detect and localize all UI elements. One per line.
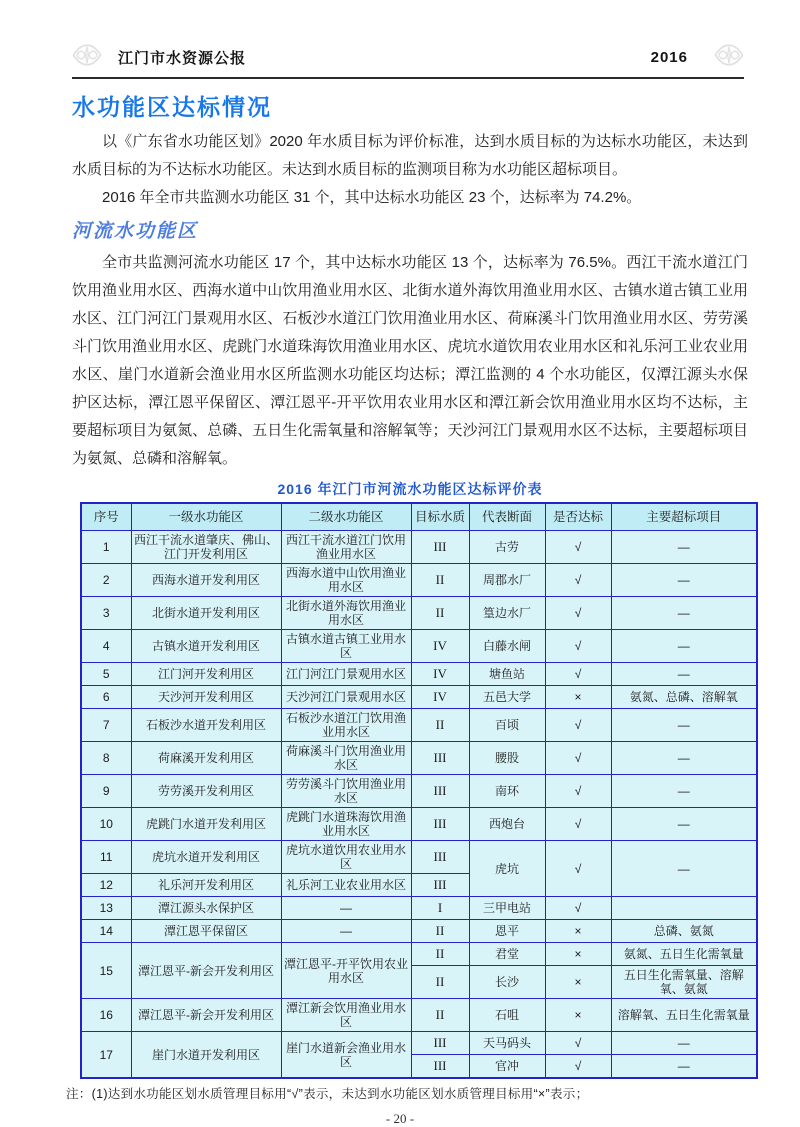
table-cell: 石板沙水道开发利用区 xyxy=(131,709,281,742)
header-rule xyxy=(72,77,744,79)
table-cell: 10 xyxy=(81,808,131,841)
paragraph-river-zones-detail: 全市共监测河流水功能区 17 个，其中达标水功能区 13 个，达标率为 76.5%。西江干流水道江门饮用渔业用水区、西海水道中山饮用渔业用水区、北街水道外海饮用渔业用水区、古镇水道古镇工业用水区、江门河江门景观用水区、石板沙水道江门饮用渔业用水区、荷麻溪斗门饮用渔业用水区、劳劳溪斗门饮用渔业用水区、虎跳门水道珠海饮用渔业用水区、虎坑水道饮用农业用水区和礼乐河工业农业用水区、崖门水道新会渔业用水区所监测水功能区均达标；潭江监测的 4 个水功能区，仅潭江源头水保护区达标，潭江恩平保留区、潭江恩平-开平饮用农业用水区和潭江新会饮用渔业用水区均不达标，主要超标项目为氨氮、总磷、五日生化需氧量和溶解氧等；天沙河江门景观用水区不达标，主要超标项目为氨氮、总磷和溶解氧。 xyxy=(72,254,748,467)
table-cell: III xyxy=(411,742,469,775)
table-cell: √ xyxy=(545,564,611,597)
table-cell: 11 xyxy=(81,841,131,874)
table-row xyxy=(81,943,757,966)
table-cell: 潭江源头水保护区 xyxy=(131,897,281,920)
table-cell: √ xyxy=(545,663,611,686)
table-cell: II xyxy=(411,709,469,742)
table-cell: 虎坑 xyxy=(469,841,545,897)
table-row xyxy=(81,999,757,1032)
table-cell: 古镇水道开发利用区 xyxy=(131,630,281,663)
table-cell: 劳劳溪开发利用区 xyxy=(131,775,281,808)
bulletin-page xyxy=(0,42,800,1126)
table-cell: 西江干流水道肇庆、佛山、江门开发利用区 xyxy=(131,531,281,564)
table-cell: √ xyxy=(545,1055,611,1079)
table-cell: 礼乐河开发利用区 xyxy=(131,874,281,897)
table-row xyxy=(81,808,757,841)
table-note: 注：(1)达到水功能区划水质管理目标用“√”表示，未达到水功能区划水质管理目标用“×”表示； xyxy=(66,1087,589,1101)
table-cell: √ xyxy=(545,531,611,564)
table-cell: 虎坑水道饮用农业用水区 xyxy=(281,841,411,874)
table-cell: 周郡水厂 xyxy=(469,564,545,597)
section-heading-river-zones: 河流水功能区 xyxy=(72,221,199,242)
table-cell: IV xyxy=(411,663,469,686)
table-cell: 3 xyxy=(81,597,131,630)
bulletin-logo-watermark xyxy=(714,42,744,73)
table-cell: 5 xyxy=(81,663,131,686)
table-cell: 1 xyxy=(81,531,131,564)
table-cell: 三甲电站 xyxy=(469,897,545,920)
table-row xyxy=(81,897,757,920)
table-cell: II xyxy=(411,966,469,999)
table-row xyxy=(81,920,757,943)
table-cell: — xyxy=(611,808,757,841)
table-cell: — xyxy=(611,742,757,775)
table-cell: II xyxy=(411,920,469,943)
table-cell: — xyxy=(611,663,757,686)
table-cell: 15 xyxy=(81,943,131,999)
table-cell: 氨氮、五日生化需氧量 xyxy=(611,943,757,966)
table-cell: × xyxy=(545,920,611,943)
table-cell: 腰股 xyxy=(469,742,545,775)
bulletin-title: 江门市水资源公报 xyxy=(118,49,247,67)
page-title: 水功能区达标情况 xyxy=(72,94,272,120)
table-cell: √ xyxy=(545,808,611,841)
table-cell: 潭江新会饮用渔业用水区 xyxy=(281,999,411,1032)
table-cell: 17 xyxy=(81,1032,131,1079)
table-cell: — xyxy=(611,841,757,897)
table-cell: II xyxy=(411,564,469,597)
table-cell: 4 xyxy=(81,630,131,663)
table-cell: 7 xyxy=(81,709,131,742)
table-cell: 虎跳门水道开发利用区 xyxy=(131,808,281,841)
table-body xyxy=(81,531,757,1079)
table-row xyxy=(81,1032,757,1055)
table-cell: × xyxy=(545,943,611,966)
table-header-cell: 序号 xyxy=(81,503,131,531)
paragraph-overall-result: 2016 年全市共监测水功能区 31 个，其中达标水功能区 23 个，达标率为 74.2%。 xyxy=(102,189,642,206)
table-cell: 江门河开发利用区 xyxy=(131,663,281,686)
table-cell: 崖门水道开发利用区 xyxy=(131,1032,281,1079)
table-header-cell: 二级水功能区 xyxy=(281,503,411,531)
table-cell: √ xyxy=(545,775,611,808)
table-cell: 恩平 xyxy=(469,920,545,943)
table-cell: 荷麻溪斗门饮用渔业用水区 xyxy=(281,742,411,775)
table-cell: II xyxy=(411,597,469,630)
table-cell: 西海水道开发利用区 xyxy=(131,564,281,597)
table-cell: III xyxy=(411,1055,469,1079)
table-cell: × xyxy=(545,999,611,1032)
table-header-cell: 代表断面 xyxy=(469,503,545,531)
table-cell: 崖门水道新会渔业用水区 xyxy=(281,1032,411,1079)
table-cell: — xyxy=(611,1055,757,1079)
table-cell: 石板沙水道江门饮用渔业用水区 xyxy=(281,709,411,742)
table-header-cell: 是否达标 xyxy=(545,503,611,531)
table-cell: 潭江恩平保留区 xyxy=(131,920,281,943)
table-cell: — xyxy=(281,920,411,943)
table-cell: III xyxy=(411,808,469,841)
table-cell: 潭江恩平-新会开发利用区 xyxy=(131,999,281,1032)
table-cell: 古镇水道古镇工业用水区 xyxy=(281,630,411,663)
table-row xyxy=(81,709,757,742)
table-cell: III xyxy=(411,531,469,564)
table-cell: √ xyxy=(545,841,611,897)
year-label: 2016 xyxy=(650,48,688,66)
table-cell: II xyxy=(411,943,469,966)
page-header xyxy=(72,42,744,72)
table-cell: 西江干流水道江门饮用渔业用水区 xyxy=(281,531,411,564)
table-cell: — xyxy=(281,897,411,920)
bulletin-logo-watermark xyxy=(72,42,102,73)
table-cell: 西炮台 xyxy=(469,808,545,841)
table-cell: 潭江恩平-开平饮用农业用水区 xyxy=(281,943,411,999)
table-cell: III xyxy=(411,775,469,808)
table-cell: III xyxy=(411,874,469,897)
table-cell: 君堂 xyxy=(469,943,545,966)
table-cell: 9 xyxy=(81,775,131,808)
table-cell: II xyxy=(411,999,469,1032)
table-cell: — xyxy=(611,531,757,564)
table-cell: — xyxy=(611,1032,757,1055)
table-row xyxy=(81,597,757,630)
table-cell: √ xyxy=(545,1032,611,1055)
table-row xyxy=(81,630,757,663)
page-number: - 20 - xyxy=(385,1111,415,1126)
table-cell: 五邑大学 xyxy=(469,686,545,709)
table-cell: 礼乐河工业农业用水区 xyxy=(281,874,411,897)
table-cell: — xyxy=(611,775,757,808)
table-cell xyxy=(611,897,757,920)
table-row xyxy=(81,742,757,775)
table-row xyxy=(81,841,757,874)
table-cell: 五日生化需氧量、溶解氧、氨氮 xyxy=(611,966,757,999)
table-row xyxy=(81,686,757,709)
table-cell: 虎跳门水道珠海饮用渔业用水区 xyxy=(281,808,411,841)
table-header-cell: 主要超标项目 xyxy=(611,503,757,531)
table-cell: × xyxy=(545,686,611,709)
table-cell: 江门河江门景观用水区 xyxy=(281,663,411,686)
table-cell: 天沙河开发利用区 xyxy=(131,686,281,709)
table-cell: × xyxy=(545,966,611,999)
table-row xyxy=(81,531,757,564)
table-cell: III xyxy=(411,841,469,874)
table-cell: 天马码头 xyxy=(469,1032,545,1055)
table-row xyxy=(81,775,757,808)
table-header-row xyxy=(81,503,757,531)
paragraph-evaluation-standard: 以《广东省水功能区划》2020 年水质目标为评价标准，达到水质目标的为达标水功能区，未达到水质目标的为不达标水功能区。未达到水质目标的监测项目称为水功能区超标项目。 xyxy=(72,133,748,178)
table-cell: — xyxy=(611,564,757,597)
table-cell: IV xyxy=(411,630,469,663)
table-cell: — xyxy=(611,597,757,630)
evaluation-table xyxy=(80,502,758,1079)
table-cell: 6 xyxy=(81,686,131,709)
table-cell: 官冲 xyxy=(469,1055,545,1079)
table-cell: 溶解氧、五日生化需氧量 xyxy=(611,999,757,1032)
table-cell: 北街水道开发利用区 xyxy=(131,597,281,630)
table-cell: 长沙 xyxy=(469,966,545,999)
table-cell: 篁边水厂 xyxy=(469,597,545,630)
table-cell: III xyxy=(411,1032,469,1055)
table-cell: 总磷、氨氮 xyxy=(611,920,757,943)
table-cell: 虎坑水道开发利用区 xyxy=(131,841,281,874)
table-header-cell: 一级水功能区 xyxy=(131,503,281,531)
table-row xyxy=(81,663,757,686)
table-cell: 14 xyxy=(81,920,131,943)
table-cell: 劳劳溪斗门饮用渔业用水区 xyxy=(281,775,411,808)
table-cell: 潭江恩平-新会开发利用区 xyxy=(131,943,281,999)
table-cell: √ xyxy=(545,630,611,663)
table-cell: 百顷 xyxy=(469,709,545,742)
table-cell: 白藤水闸 xyxy=(469,630,545,663)
table-cell: 天沙河江门景观用水区 xyxy=(281,686,411,709)
table-cell: 南环 xyxy=(469,775,545,808)
table-cell: 16 xyxy=(81,999,131,1032)
table-cell: 12 xyxy=(81,874,131,897)
table-row xyxy=(81,564,757,597)
table-cell: √ xyxy=(545,897,611,920)
table-cell: IV xyxy=(411,686,469,709)
table-cell: 北街水道外海饮用渔业用水区 xyxy=(281,597,411,630)
table-cell: 西海水道中山饮用渔业用水区 xyxy=(281,564,411,597)
table-cell: 13 xyxy=(81,897,131,920)
table-title: 2016 年江门市河流水功能区达标评价表 xyxy=(277,481,543,497)
table-cell: — xyxy=(611,709,757,742)
table-cell: 荷麻溪开发利用区 xyxy=(131,742,281,775)
table-cell: 8 xyxy=(81,742,131,775)
table-cell: 石咀 xyxy=(469,999,545,1032)
table-cell: √ xyxy=(545,742,611,775)
table-cell: √ xyxy=(545,597,611,630)
table-header-cell: 目标水质 xyxy=(411,503,469,531)
table-cell: I xyxy=(411,897,469,920)
table-cell: — xyxy=(611,630,757,663)
table-cell: √ xyxy=(545,709,611,742)
table-cell: 塘鱼站 xyxy=(469,663,545,686)
table-cell: 古劳 xyxy=(469,531,545,564)
table-cell: 氨氮、总磷、溶解氧 xyxy=(611,686,757,709)
table-cell: 2 xyxy=(81,564,131,597)
